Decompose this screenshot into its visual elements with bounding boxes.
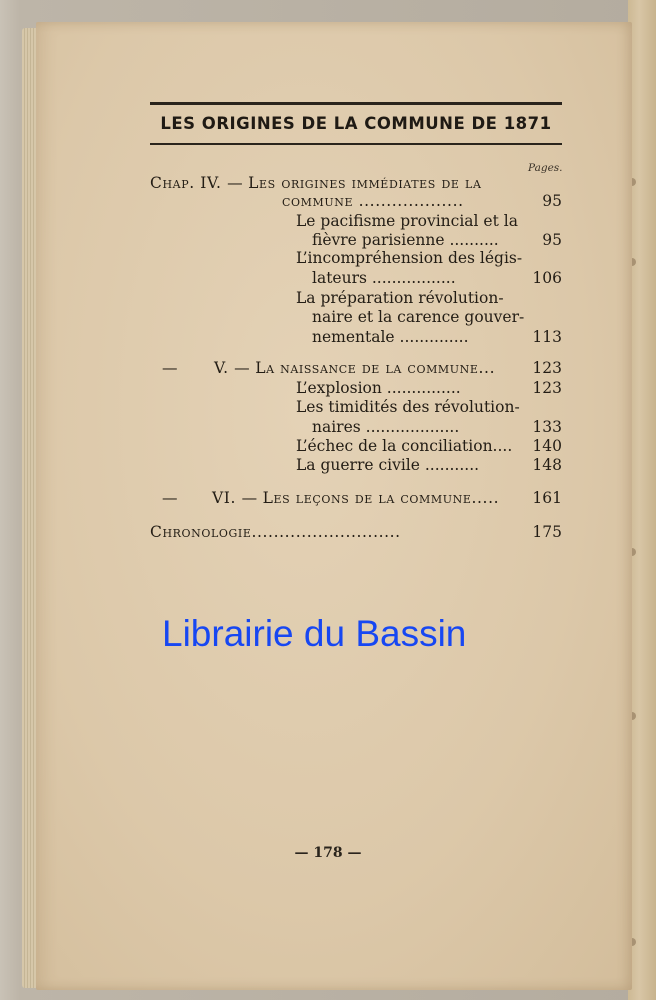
- page-number: 175: [532, 523, 562, 541]
- toc-entry-line: fièvre parisienne ..........: [312, 231, 499, 249]
- running-head: LES ORIGINES DE LA COMMUNE DE 1871: [160, 114, 552, 133]
- chapter-title: La naissance de la commune...: [255, 359, 496, 377]
- watermark-text: Librairie du Bassin: [162, 613, 467, 654]
- header-rule-top: [150, 102, 562, 105]
- page-number: 95: [542, 231, 562, 249]
- chapter-prefix: V. —: [214, 359, 251, 377]
- chronologie-entry: Chronologie...........................: [150, 523, 401, 541]
- toc-entry-line: lateurs .................: [312, 269, 456, 287]
- page-number: 95: [542, 192, 562, 210]
- chapter-title: Les leçons de la commune.....: [262, 489, 500, 507]
- chapter-dash: —: [162, 359, 178, 377]
- header-rule-bottom: [150, 143, 562, 145]
- page-folio: — 178 —: [294, 845, 362, 861]
- page-number: 133: [532, 418, 562, 436]
- chapter-prefix: Chap. IV. —: [150, 174, 244, 192]
- toc-entry-line: nementale ..............: [312, 328, 469, 346]
- page-number: 161: [532, 489, 562, 507]
- toc-entry-line: naires ...................: [312, 418, 460, 436]
- page-number: 113: [532, 328, 562, 346]
- chapter-heading: [150, 173, 482, 193]
- chapter-dash: —: [162, 489, 178, 507]
- toc-entry-line: L’incompréhension des légis-: [296, 249, 523, 267]
- toc-entry-line: Le pacifisme provincial et la: [296, 212, 518, 230]
- toc-entry-line: L’explosion ...............: [296, 379, 461, 397]
- page-number: 148: [532, 456, 562, 474]
- chapter-heading: [214, 358, 495, 378]
- toc-entry-line: La guerre civile ...........: [296, 456, 480, 474]
- page-number: 123: [532, 359, 562, 377]
- chapter-title-cont: commune ...................: [282, 192, 464, 210]
- pages-column-label: Pages.: [528, 162, 563, 174]
- toc-entry-line: naire et la carence gouver-: [312, 308, 525, 326]
- page-number: 140: [532, 437, 562, 455]
- chapter-prefix: VI. —: [212, 489, 258, 507]
- page-number: 123: [532, 379, 562, 397]
- toc-entry-line: La préparation révolution-: [296, 289, 504, 307]
- chapter-title: Les origines immédiates de la: [248, 174, 482, 192]
- toc-entry-line: Les timidités des révolution-: [296, 398, 520, 416]
- chapter-heading: [212, 488, 499, 508]
- toc-entry-line: L’échec de la conciliation....: [296, 437, 513, 455]
- page-number: 106: [532, 269, 562, 287]
